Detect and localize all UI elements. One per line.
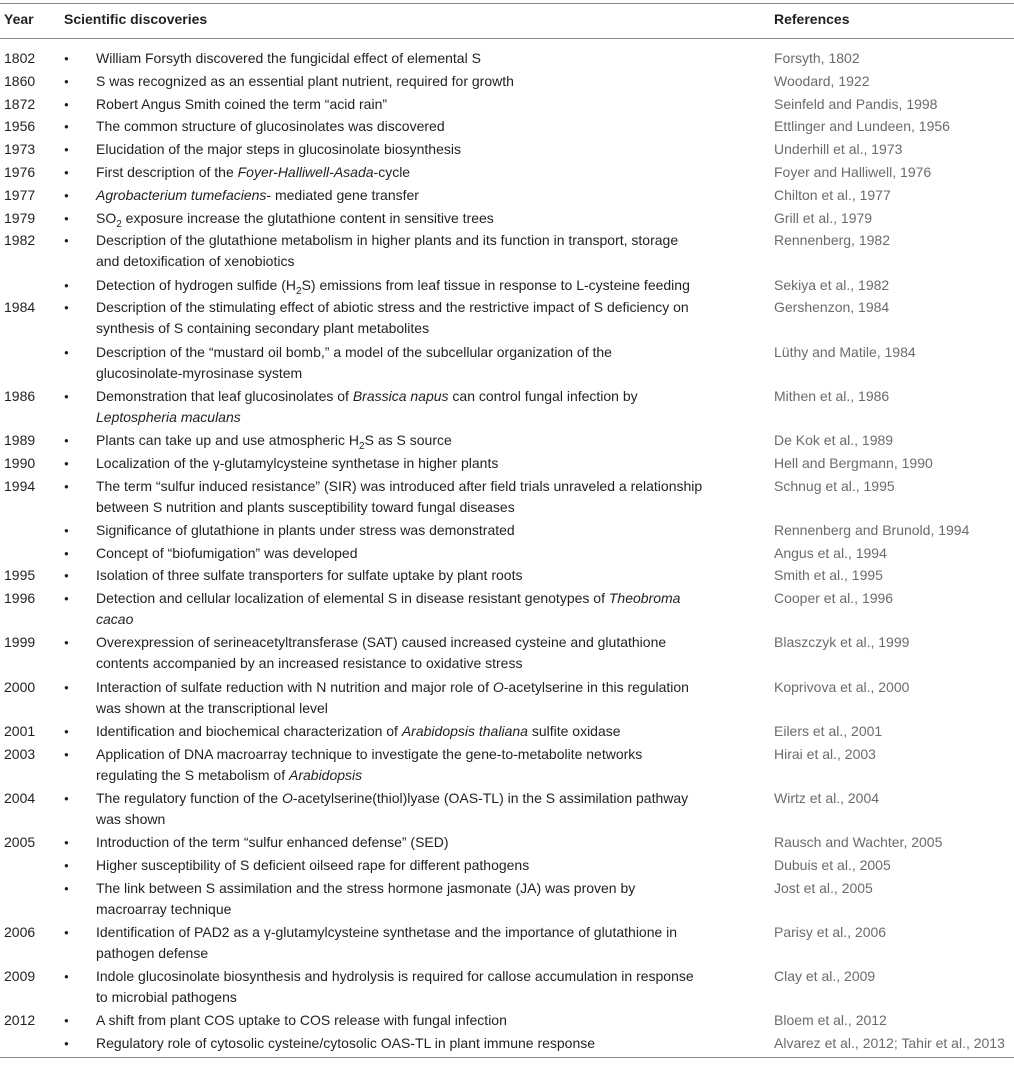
row-year: 1872	[4, 95, 36, 112]
row-reference: Forsyth, 1802	[774, 50, 860, 66]
row-discovery: A shift from plant COS uptake to COS release with fungal infection	[96, 1012, 507, 1029]
bullet-icon: ●	[64, 749, 69, 759]
bullet-icon: ●	[64, 883, 69, 893]
row-year: 1977	[4, 186, 36, 203]
bullet-icon: ●	[64, 391, 69, 401]
row-discovery: Description of the “mustard oil bomb,” a model of the subcellular organization of the glucosinolate-myrosinase system	[96, 343, 612, 381]
bullet-icon: ●	[64, 145, 69, 155]
row-year: 1979	[4, 209, 36, 226]
row-year: 1802	[4, 50, 36, 66]
row-discovery: Elucidation of the major steps in glucosinolate biosynthesis	[96, 141, 461, 158]
row-year: 1982	[4, 232, 36, 249]
bullet-icon: ●	[64, 638, 69, 648]
header-references: References	[774, 11, 850, 27]
row-year: 1995	[4, 567, 36, 584]
row-reference: Rennenberg, 1982	[774, 232, 890, 249]
bullet-icon: ●	[64, 122, 69, 132]
row-discovery: Plants can take up and use atmospheric $H_2S$ as S source	[96, 432, 452, 452]
row-year: 2009	[4, 968, 36, 984]
row-reference: Hirai et al., 2003	[774, 745, 876, 762]
row-year: 2006	[4, 923, 36, 940]
row-discovery: Introduction of the term “sulfur enhanced defense” (SED)	[96, 834, 449, 850]
row-discovery: Identification and biochemical characterization of Arabidopsis thaliana sulfite oxidase	[96, 722, 621, 739]
bullet-icon: ●	[64, 838, 69, 847]
row-discovery: S was recognized as an essential plant nutrient, required for growth	[96, 72, 514, 89]
bullet-icon: ●	[64, 168, 69, 177]
bullet-icon: ●	[64, 280, 69, 290]
row-reference: Bloem et al., 2012	[774, 1012, 887, 1029]
row-discovery: The term “sulfur induced resistance” (SIR) was introduced after field trials unraveled a relationship between S nutrition and plants susceptibility toward fungal diseases	[96, 477, 703, 515]
row-year: 1999	[4, 634, 36, 651]
row-year: 1860	[4, 72, 36, 89]
bullet-icon: ●	[64, 793, 69, 803]
row-year: 1994	[4, 477, 36, 494]
row-discovery: Description of the stimulating effect of abiotic stress and the restrictive impact of S deficiency on synthesis of S containing secondary plant metabolites	[96, 299, 689, 337]
row-reference: Grill et al., 1979	[774, 209, 873, 226]
row-reference: Rennenberg and Brunold, 1994	[774, 521, 970, 538]
row-reference: Schnug et al., 1995	[774, 477, 895, 494]
row-reference: Alvarez et al., 2012; Tahir et al., 2013	[774, 1035, 1005, 1051]
row-discovery: The regulatory function of the O-acetylserine(thiol)lyase (OAS-TL) in the S assimilation pathway was shown	[96, 789, 689, 827]
row-reference: Foyer and Halliwell, 1976	[774, 164, 932, 180]
row-year: 2001	[4, 722, 36, 739]
row-discovery: Detection and cellular localization of elemental S in disease resistant genotypes of Theobroma cacao	[96, 590, 681, 628]
row-year: 1989	[4, 432, 36, 448]
row-reference: Jost et al., 2005	[774, 879, 873, 896]
row-reference: Sekiya et al., 1982	[774, 276, 890, 293]
bullet-icon: ●	[64, 525, 69, 535]
row-discovery: Isolation of three sulfate transporters for sulfate uptake by plant roots	[96, 567, 523, 584]
bullet-icon: ●	[64, 99, 69, 109]
bullet-icon: ●	[64, 927, 69, 937]
row-year: 1990	[4, 454, 36, 471]
row-reference: Smith et al., 1995	[774, 567, 883, 584]
row-year: 2000	[4, 678, 36, 695]
row-reference: Wirtz et al., 2004	[774, 789, 880, 806]
row-reference: Blaszczyk et al., 1999	[774, 634, 910, 651]
header-discoveries: Scientific discoveries	[64, 11, 208, 27]
row-year: 1956	[4, 118, 36, 135]
row-reference: Clay et al., 2009	[774, 968, 876, 984]
bullet-icon: ●	[64, 726, 69, 736]
bullet-icon: ●	[64, 436, 69, 445]
row-year: 2012	[4, 1012, 36, 1029]
bullet-icon: ●	[64, 303, 69, 313]
bullet-icon: ●	[64, 594, 69, 604]
bullet-icon: ●	[64, 190, 69, 200]
bullet-icon: ●	[64, 213, 69, 223]
bullet-icon: ●	[64, 548, 69, 558]
bullet-icon: ●	[64, 682, 69, 692]
row-reference: Gershenzon, 1984	[774, 299, 890, 316]
row-reference: Koprivova et al., 2000	[774, 678, 910, 695]
row-discovery: Description of the glutathione metabolism in higher plants and its function in transport, storage and detoxification of xenobiotics	[96, 232, 679, 270]
bullet-icon: ●	[64, 458, 69, 468]
bullet-icon: ●	[64, 76, 69, 86]
bullet-icon: ●	[64, 481, 69, 491]
row-discovery: Regulatory role of cytosolic cysteine/cytosolic OAS-TL in plant immune response	[96, 1035, 596, 1051]
row-reference: Woodard, 1922	[774, 72, 870, 89]
row-discovery: Localization of the γ-glutamylcysteine synthetase in higher plants	[96, 454, 499, 471]
header-year: Year	[4, 11, 34, 27]
header-rule	[0, 38, 1014, 39]
bullet-icon: ●	[64, 1039, 69, 1048]
row-discovery: Detection of hydrogen sulfide $(H_2S)$ emissions from leaf tissue in response to L-cysteine feeding	[96, 276, 690, 297]
row-reference: Parisy et al., 2006	[774, 923, 887, 940]
row-discovery: The common structure of glucosinolates was discovered	[96, 118, 445, 135]
row-discovery: Interaction of sulfate reduction with N nutrition and major role of O-acetylserine in this regulation was shown at the transcriptional level	[96, 678, 689, 716]
row-discovery: Robert Angus Smith coined the term “acid rain”	[96, 95, 388, 112]
row-year: 2005	[4, 834, 36, 850]
row-reference: Chilton et al., 1977	[774, 186, 891, 203]
row-discovery: Higher susceptibility of S deficient oilseed rape for different pathogens	[96, 856, 530, 873]
bullet-icon: ●	[64, 571, 69, 581]
row-year: 1986	[4, 387, 36, 404]
row-reference: Mithen et al., 1986	[774, 387, 890, 404]
row-discovery: Identification of PAD2 as a γ-glutamylcysteine synthetase and the importance of glutathione in pathogen defense	[96, 923, 678, 961]
row-discovery: William Forsyth discovered the fungicidal effect of elemental S	[96, 50, 481, 66]
bullet-icon: ●	[64, 54, 69, 63]
row-year: 1984	[4, 299, 36, 316]
bullet-icon: ●	[64, 972, 69, 981]
table-bottom-rule	[0, 1057, 1014, 1058]
row-discovery: Application of DNA macroarray technique to investigate the gene-to-metabolite networks regulating the S metabolism of Arabidopsis	[96, 745, 643, 783]
row-reference: De Kok et al., 1989	[774, 432, 894, 448]
row-reference: Cooper et al., 1996	[774, 590, 894, 607]
row-discovery: Agrobacterium tumefaciens- mediated gene transfer	[96, 186, 419, 203]
row-discovery: Overexpression of serineacetyltransferase (SAT) caused increased cysteine and glutathione contents accompanied by an increased resistance to oxidative stress	[96, 634, 667, 672]
bullet-icon: ●	[64, 236, 69, 246]
row-discovery: Demonstration that leaf glucosinolates of Brassica napus can control fungal infection by Leptospheria maculans	[96, 387, 638, 425]
row-discovery: First description of the Foyer-Halliwell-Asada-cycle	[96, 164, 411, 180]
row-discovery: The link between S assimilation and the stress hormone jasmonate (JA) was proven by macroarray technique	[96, 879, 636, 917]
row-year: 1973	[4, 141, 36, 158]
row-reference: Eilers et al., 2001	[774, 722, 883, 739]
row-reference: Lüthy and Matile, 1984	[774, 343, 916, 360]
bullet-icon: ●	[64, 860, 69, 870]
row-reference: Ettlinger and Lundeen, 1956	[774, 118, 950, 135]
row-year: 2004	[4, 789, 36, 806]
row-reference: Dubuis et al., 2005	[774, 856, 891, 873]
table-top-rule	[0, 3, 1014, 4]
row-reference: Angus et al., 1994	[774, 544, 887, 561]
row-reference: Rausch and Wachter, 2005	[774, 834, 943, 850]
row-discovery: Concept of “biofumigation” was developed	[96, 544, 358, 561]
row-discovery: $SO_2$ exposure increase the glutathione content in sensitive trees	[96, 209, 494, 230]
row-discovery: Significance of glutathione in plants under stress was demonstrated	[96, 521, 515, 538]
row-reference: Underhill et al., 1973	[774, 141, 903, 158]
row-year: 1976	[4, 164, 36, 180]
row-year: 1996	[4, 590, 36, 607]
row-year: 2003	[4, 745, 36, 762]
row-discovery: Indole glucosinolate biosynthesis and hydrolysis is required for callose accumulation in response to microbial pathogens	[96, 968, 694, 1005]
row-reference: Hell and Bergmann, 1990	[774, 454, 933, 471]
bullet-icon: ●	[64, 347, 69, 357]
row-reference: Seinfeld and Pandis, 1998	[774, 95, 938, 112]
bullet-icon: ●	[64, 1016, 69, 1026]
